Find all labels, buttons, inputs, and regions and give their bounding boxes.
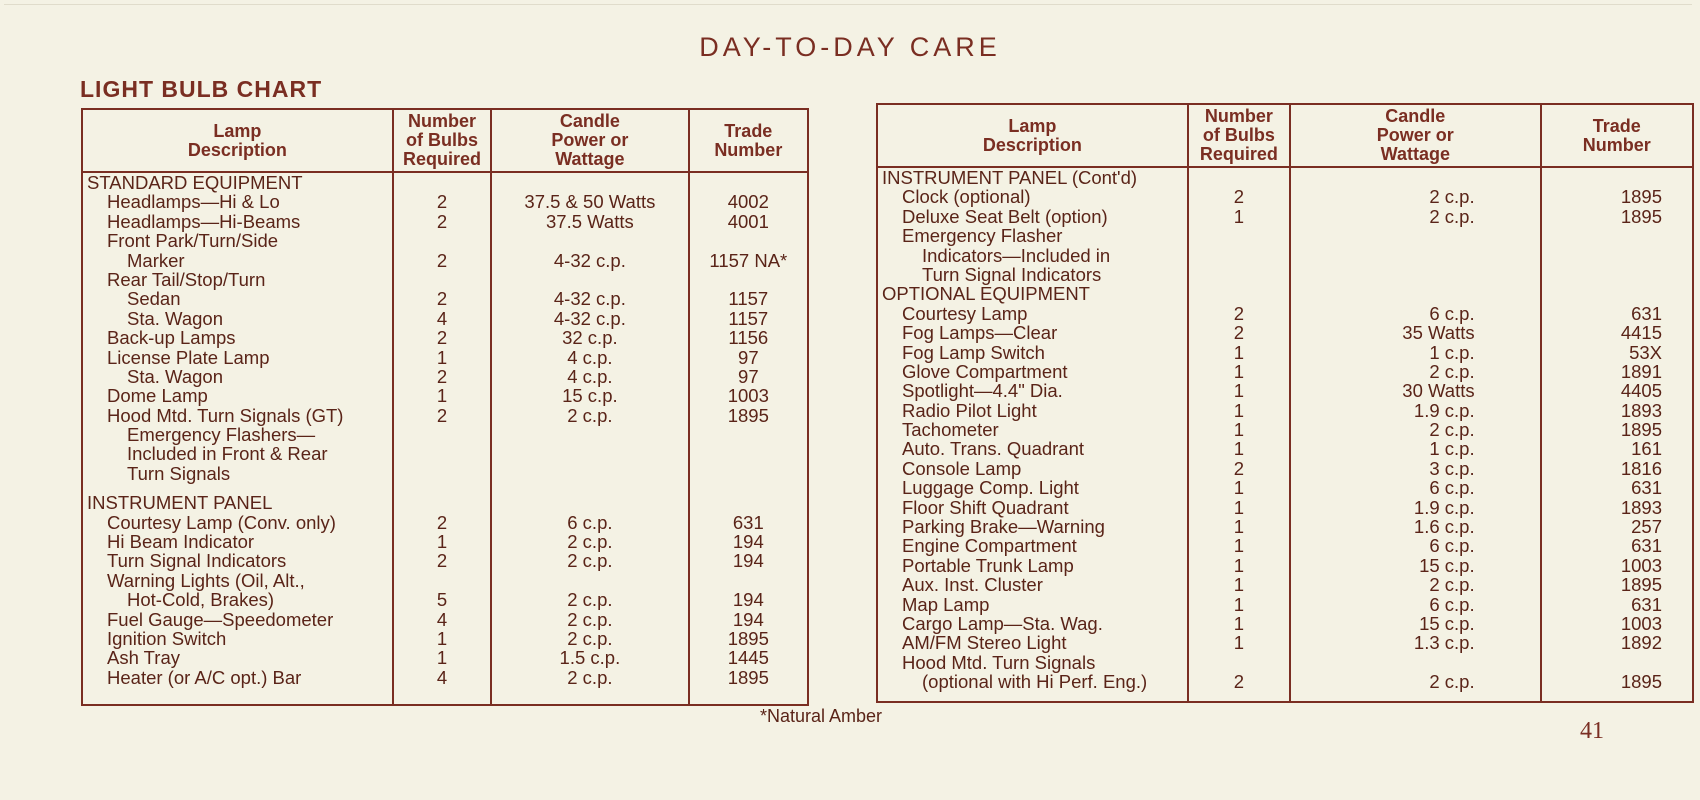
trade-number: 1816 [1620, 457, 1662, 479]
lamp-description: Included in Front & Rear [127, 443, 328, 465]
bulb-count [394, 173, 490, 192]
candle-power: 1.9 c.p. [1413, 399, 1475, 421]
bulb-count: 4 [436, 608, 448, 630]
bulb-count [394, 493, 490, 512]
table-body-row [82, 172, 808, 705]
candle-power: 2 c.p. [567, 531, 613, 553]
lamp-description: Fog Lamps—Clear [902, 322, 1058, 344]
header-lamp-description [877, 104, 1188, 167]
lamp-description: Heater (or A/C opt.) Bar [107, 666, 302, 688]
candle-power: 2 c.p. [1429, 574, 1475, 596]
bulb-count: 1 [1233, 380, 1245, 402]
trade-number: 1895 [1620, 205, 1662, 227]
candle-power [492, 173, 688, 192]
bulb-count: 1 [436, 531, 448, 553]
bulb-count: 2 [1233, 457, 1245, 479]
candle-power: 1 c.p. [1429, 438, 1475, 460]
candle-power: 2 c.p. [567, 589, 613, 611]
candle-power: 4-32 c.p. [553, 249, 626, 271]
bulb-count: 2 [436, 191, 448, 213]
bulb-count [394, 231, 490, 250]
trade-number: 97 [738, 346, 759, 368]
header-number-of-bulbs [393, 109, 491, 172]
lamp-description: Fuel Gauge—Speedometer [107, 608, 334, 630]
lamp-description: Parking Brake—Warning [902, 516, 1105, 538]
trade-number [1542, 284, 1692, 303]
footnote: *Natural Amber [760, 706, 883, 726]
trade-number [1542, 246, 1692, 265]
candle-power [492, 425, 688, 444]
table-header-row [877, 104, 1693, 167]
bulb-count: 1 [1233, 438, 1245, 460]
lamp-description: Hi Beam Indicator [107, 531, 255, 553]
bulb-count: 1 [1233, 554, 1245, 576]
lamp-description: Auto. Trans. Quadrant [902, 438, 1085, 460]
bulb-count: 1 [1233, 516, 1245, 538]
trade-number: 1895 [727, 404, 769, 426]
bulb-count [1189, 168, 1289, 187]
lamp-description: Dome Lamp [107, 385, 208, 407]
lamp-description: (optional with Hi Perf. Eng.) [922, 671, 1148, 693]
trade-number [690, 493, 807, 512]
bulb-count: 1 [1233, 360, 1245, 382]
bulb-count [1189, 284, 1289, 303]
candle-power: 2 c.p. [1429, 419, 1475, 441]
candle-power: 4-32 c.p. [553, 307, 626, 329]
header-lamp-description [82, 109, 393, 172]
trade-number: 1895 [727, 666, 769, 688]
lamp-description: License Plate Lamp [107, 346, 270, 368]
trade-number [1542, 226, 1692, 245]
lamp-description: Spotlight—4.4" Dia. [902, 380, 1063, 402]
trade-number: 53X [1629, 341, 1662, 363]
bulb-count [394, 464, 490, 483]
lamp-description: Turn Signal Indicators [107, 550, 287, 572]
lamp-description: Hood Mtd. Turn Signals [902, 651, 1096, 673]
lamp-description: Sedan [127, 288, 181, 310]
trade-number [1542, 653, 1692, 672]
trade-number: 1157 [728, 307, 769, 329]
candle-power-column [491, 172, 689, 705]
trade-number: 1895 [1620, 574, 1662, 596]
lamp-description: Turn Signal Indicators [922, 263, 1102, 285]
bulb-count: 2 [436, 327, 448, 349]
header-line: Lamp [213, 120, 262, 141]
lamp-description: Ash Tray [107, 647, 180, 669]
bulb-count [1189, 653, 1289, 672]
lamp-description: Back-up Lamps [107, 327, 236, 349]
header-line: of Bulbs [405, 130, 478, 150]
candle-power: 37.5 Watts [546, 210, 634, 232]
header-line: Trade [1592, 115, 1641, 136]
bulb-count: 1 [436, 385, 448, 407]
lamp-description: INSTRUMENT PANEL [87, 492, 273, 514]
candle-power [1291, 653, 1540, 672]
candle-power [492, 231, 688, 250]
candle-power: 6 c.p. [1429, 302, 1475, 324]
candle-power: 3 c.p. [1429, 457, 1475, 479]
header-candle-power [491, 109, 689, 172]
lamp-description: Headlamps—Hi & Lo [107, 191, 280, 213]
candle-power-column [1290, 167, 1541, 702]
lamp-description: Console Lamp [902, 457, 1022, 479]
lamp-description: Marker [127, 249, 185, 271]
trade-number: 1895 [1620, 419, 1662, 441]
header-line: Description [982, 134, 1082, 155]
page-number: 41 [1580, 718, 1604, 744]
bulb-count [394, 270, 490, 289]
bulb-count: 1 [436, 627, 448, 649]
candle-power: 1.6 c.p. [1413, 516, 1475, 538]
lamp-description: Deluxe Seat Belt (option) [902, 205, 1108, 227]
candle-power [1291, 246, 1540, 265]
bulb-count: 1 [1233, 612, 1245, 634]
number-of-bulbs-column [393, 172, 491, 705]
trade-number: 1893 [1620, 399, 1662, 421]
candle-power: 1.5 c.p. [559, 647, 621, 669]
candle-power: 6 c.p. [1429, 477, 1475, 499]
trade-number-column [689, 172, 808, 705]
candle-power: 15 c.p. [562, 385, 618, 407]
header-line: Number [1582, 134, 1651, 155]
header-line: Power or [1376, 125, 1454, 145]
lamp-description: Tachometer [902, 419, 999, 441]
lamp-description: Luggage Comp. Light [902, 477, 1079, 499]
trade-number-column [1541, 167, 1693, 702]
page-title: DAY-TO-DAY CARE [699, 32, 1001, 62]
lamp-description: Rear Tail/Stop/Turn [107, 268, 266, 290]
trade-number: 1157 [728, 288, 769, 310]
bulb-count: 2 [436, 210, 448, 232]
header-line: Wattage [1380, 144, 1450, 164]
trade-number [690, 425, 807, 444]
trade-number: 257 [1631, 516, 1662, 538]
lamp-description: Sta. Wagon [127, 307, 223, 329]
header-line: Lamp [1008, 115, 1057, 136]
trade-number: 1891 [1620, 360, 1662, 382]
trade-number [690, 270, 807, 289]
trade-number: 631 [1631, 477, 1662, 499]
candle-power: 2 c.p. [567, 608, 613, 630]
candle-power [492, 270, 688, 289]
candle-power: 2 c.p. [1429, 360, 1475, 382]
lamp-description: Engine Compartment [902, 535, 1077, 557]
lamp-description: Courtesy Lamp (Conv. only) [107, 511, 336, 533]
trade-number [690, 571, 807, 590]
candle-power [492, 571, 688, 590]
lamp-description-column [82, 172, 393, 705]
trade-number [690, 231, 807, 250]
header-line: Required [1199, 144, 1278, 164]
row-spacer [394, 483, 490, 493]
candle-power: 2 c.p. [1429, 205, 1475, 227]
trade-number: 4002 [727, 191, 769, 213]
lamp-description: Glove Compartment [902, 360, 1068, 382]
table-body-row [877, 167, 1693, 702]
bulb-count [394, 425, 490, 444]
row-spacer [690, 483, 807, 493]
lamp-description: Turn Signals [127, 462, 231, 484]
candle-power [492, 464, 688, 483]
lamp-description: Ignition Switch [107, 627, 227, 649]
bulb-count: 2 [1233, 671, 1245, 693]
lamp-description: Portable Trunk Lamp [902, 554, 1074, 576]
trade-number: 194 [732, 531, 764, 553]
bulb-count: 2 [436, 288, 448, 310]
trade-number: 4001 [727, 210, 769, 232]
candle-power: 1.9 c.p. [1413, 496, 1475, 518]
light-bulb-table-right [876, 103, 1694, 703]
trade-number: 1156 [728, 327, 769, 349]
candle-power [1291, 168, 1540, 187]
lamp-description: OPTIONAL EQUIPMENT [882, 283, 1090, 305]
section-title: LIGHT BULB CHART [80, 76, 323, 102]
candle-power [1291, 226, 1540, 245]
trade-number: 1895 [727, 627, 769, 649]
candle-power: 37.5 & 50 Watts [524, 191, 656, 213]
candle-power: 1.3 c.p. [1413, 632, 1475, 654]
bulb-count: 5 [436, 589, 448, 611]
bulb-count: 2 [436, 550, 448, 572]
lamp-description: Map Lamp [902, 593, 990, 615]
candle-power: 2 c.p. [567, 550, 613, 572]
candle-power [1291, 284, 1540, 303]
bulb-count: 2 [436, 404, 448, 426]
bulb-count: 4 [436, 666, 448, 688]
header-number-of-bulbs [1188, 104, 1290, 167]
trade-number: 4405 [1620, 380, 1662, 402]
bulb-count: 2 [436, 511, 448, 533]
bulb-count: 1 [436, 647, 448, 669]
trade-number: 1892 [1620, 632, 1662, 654]
candle-power [492, 444, 688, 463]
trade-number: 97 [738, 365, 759, 387]
header-line: Number [714, 139, 783, 160]
bulb-count [1189, 246, 1289, 265]
candle-power: 4-32 c.p. [553, 288, 626, 310]
header-line: Power or [551, 130, 629, 150]
header-line: Number [1204, 106, 1273, 126]
bulb-count: 2 [1233, 302, 1245, 324]
trade-number: 1003 [1620, 612, 1662, 634]
lamp-description: Aux. Inst. Cluster [902, 574, 1043, 596]
trade-number [690, 464, 807, 483]
trade-number: 194 [732, 608, 764, 630]
trade-number [690, 444, 807, 463]
candle-power: 30 Watts [1402, 380, 1475, 402]
header-line: Candle [559, 111, 620, 131]
candle-power: 4 c.p. [567, 346, 613, 368]
lamp-description: Emergency Flasher [902, 225, 1063, 247]
lamp-description: Cargo Lamp—Sta. Wag. [902, 612, 1103, 634]
row-spacer [492, 483, 688, 493]
trade-number [690, 173, 807, 192]
bulb-count: 1 [1233, 496, 1245, 518]
bulb-count: 2 [436, 249, 448, 271]
header-line: Description [187, 139, 287, 160]
bulb-count: 1 [1233, 341, 1245, 363]
header-line: Trade [724, 120, 773, 141]
bulb-count: 1 [1233, 593, 1245, 615]
lamp-description: AM/FM Stereo Light [902, 632, 1067, 654]
candle-power: 2 c.p. [567, 627, 613, 649]
trade-number: 1003 [1620, 554, 1662, 576]
bulb-count: 1 [1233, 419, 1245, 441]
header-line: Number [407, 111, 476, 131]
candle-power [1291, 265, 1540, 284]
header-line: Candle [1385, 106, 1446, 126]
bulb-count [394, 444, 490, 463]
bulb-count: 1 [1233, 477, 1245, 499]
bulb-count [1189, 265, 1289, 284]
bulb-count: 1 [1233, 535, 1245, 557]
lamp-description: Emergency Flashers— [127, 424, 316, 446]
candle-power: 6 c.p. [567, 511, 613, 533]
trade-number: 1445 [727, 647, 769, 669]
lamp-description: Warning Lights (Oil, Alt., [107, 569, 305, 591]
header-line: of Bulbs [1202, 125, 1275, 145]
candle-power: 4 c.p. [567, 365, 613, 387]
trade-number: 1895 [1620, 671, 1662, 693]
bulb-count: 1 [1233, 399, 1245, 421]
bulb-count: 1 [1233, 632, 1245, 654]
trade-number: 631 [1631, 302, 1662, 324]
candle-power: 2 c.p. [1429, 186, 1475, 208]
trade-number: 631 [732, 511, 764, 533]
candle-power: 6 c.p. [1429, 593, 1475, 615]
header-trade-number [1541, 104, 1693, 167]
candle-power [492, 493, 688, 512]
bulb-count [394, 571, 490, 590]
lamp-description: Courtesy Lamp [902, 302, 1028, 324]
trade-number: 4415 [1620, 322, 1662, 344]
trade-number: 161 [1631, 438, 1662, 460]
lamp-description: Front Park/Turn/Side [107, 230, 279, 252]
bulb-count: 2 [1233, 186, 1245, 208]
bulb-count: 1 [1233, 574, 1245, 596]
lamp-description: Hood Mtd. Turn Signals (GT) [107, 404, 344, 426]
trade-number: 1003 [727, 385, 769, 407]
candle-power: 35 Watts [1402, 322, 1475, 344]
lamp-description: Indicators—Included in [922, 244, 1111, 266]
light-bulb-table-left [81, 108, 809, 706]
header-trade-number [689, 109, 808, 172]
trade-number: 1157 NA* [709, 249, 788, 271]
candle-power: 6 c.p. [1429, 535, 1475, 557]
candle-power: 2 c.p. [567, 404, 613, 426]
header-line: Wattage [555, 149, 625, 169]
trade-number: 631 [1631, 593, 1662, 615]
bulb-count: 2 [436, 365, 448, 387]
bulb-count [1189, 226, 1289, 245]
trade-number: 194 [732, 550, 764, 572]
lamp-description: Floor Shift Quadrant [902, 496, 1069, 518]
candle-power: 32 c.p. [562, 327, 618, 349]
lamp-description: Fog Lamp Switch [902, 341, 1045, 363]
trade-number: 1893 [1620, 496, 1662, 518]
lamp-description: Hot-Cold, Brakes) [127, 589, 275, 611]
number-of-bulbs-column [1188, 167, 1290, 702]
trade-number [1542, 168, 1692, 187]
lamp-description-column [877, 167, 1188, 702]
bulb-count: 1 [436, 346, 448, 368]
header-line: Required [402, 149, 481, 169]
trade-number: 631 [1631, 535, 1662, 557]
candle-power: 15 c.p. [1419, 612, 1475, 634]
lamp-description: STANDARD EQUIPMENT [87, 172, 303, 193]
bulb-count: 1 [1233, 205, 1245, 227]
table-header-row [82, 109, 808, 172]
trade-number: 194 [732, 589, 764, 611]
candle-power: 2 c.p. [1429, 671, 1475, 693]
lamp-description: Radio Pilot Light [902, 399, 1037, 421]
lamp-description: Sta. Wagon [127, 365, 223, 387]
trade-number [1542, 265, 1692, 284]
lamp-description: Clock (optional) [902, 186, 1031, 208]
trade-number: 1895 [1620, 186, 1662, 208]
bulb-count: 4 [436, 307, 448, 329]
lamp-description: Headlamps—Hi-Beams [107, 210, 301, 232]
header-candle-power [1290, 104, 1541, 167]
bulb-count: 2 [1233, 322, 1245, 344]
candle-power: 15 c.p. [1419, 554, 1475, 576]
candle-power: 1 c.p. [1429, 341, 1475, 363]
candle-power: 2 c.p. [567, 666, 613, 688]
lamp-description: INSTRUMENT PANEL (Cont'd) [882, 167, 1138, 188]
